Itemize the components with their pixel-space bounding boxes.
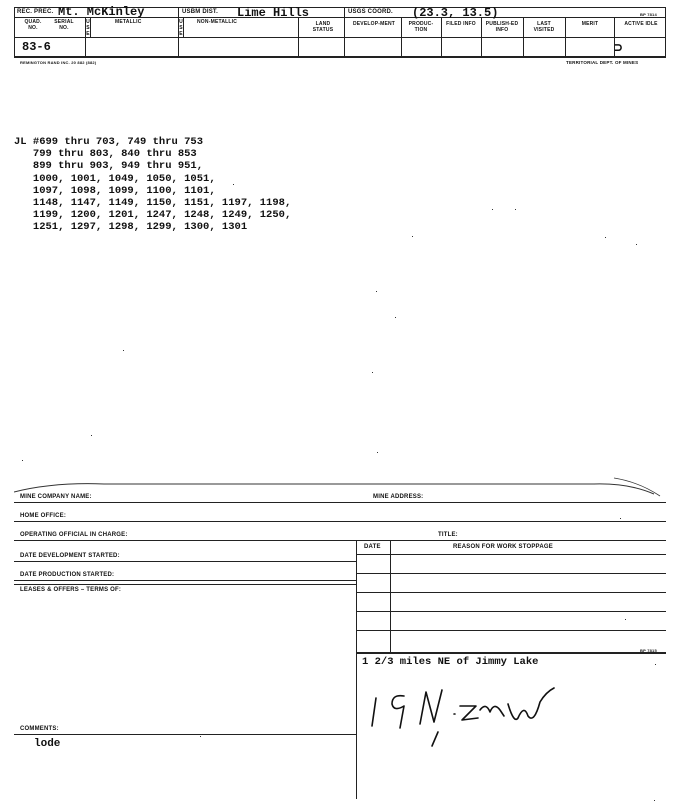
speck: [515, 209, 516, 210]
rule: [390, 541, 391, 653]
merit-label: MERIT: [581, 21, 599, 27]
rule: [356, 573, 666, 574]
rule: [401, 17, 402, 56]
form-number: BP 7815: [640, 648, 657, 653]
active-idle-label: ACTIVE IDLE: [624, 21, 658, 27]
speck: [412, 236, 413, 237]
comments-label: COMMENTS:: [20, 726, 59, 732]
filed-info-label: FILED INFO: [446, 21, 476, 27]
rule: [481, 17, 482, 56]
claims-line: 1199, 1200, 1201, 1247, 1248, 1249, 1250,: [14, 209, 292, 222]
rule: [14, 561, 356, 562]
metallic-label: METALLIC: [115, 19, 142, 25]
speck: [636, 244, 637, 245]
rule: [298, 17, 299, 56]
development-label: DEVELOP-MENT: [352, 21, 396, 27]
speck: [625, 619, 626, 620]
speck: [22, 460, 23, 461]
usgs-coord-value: (23.3, 13.5): [412, 6, 499, 20]
speck: [200, 736, 201, 737]
form-edge: [14, 476, 666, 500]
comments-value: lode: [34, 738, 61, 750]
rule: [14, 37, 666, 38]
claims-line: 1148, 1147, 1149, 1150, 1151, 1197, 1198,: [14, 197, 292, 210]
rule: [356, 630, 666, 631]
rule: [14, 7, 15, 56]
claims-list: [14, 136, 291, 234]
speck: [377, 452, 378, 453]
speck: [605, 237, 606, 238]
claims-line: 1000, 1001, 1049, 1050, 1051,: [14, 172, 216, 185]
quad-value: 83-6: [22, 40, 51, 54]
date-label: DATE: [364, 544, 381, 550]
rule: [14, 580, 356, 581]
speck: [91, 435, 92, 436]
date-development-label: DATE DEVELOPMENT STARTED:: [20, 553, 120, 559]
rule: [183, 17, 184, 37]
speck: [372, 372, 373, 373]
speck: [654, 800, 655, 801]
rule: [90, 17, 91, 37]
speck: [123, 350, 124, 351]
speck: [233, 184, 234, 185]
rule: [441, 17, 442, 56]
form-number: BP 7814: [640, 12, 657, 17]
rule: [14, 521, 666, 522]
active-mark: ⊃: [614, 41, 623, 57]
rec-prec-label: REC. PREC.: [17, 9, 54, 15]
title-label: TITLE:: [438, 532, 458, 538]
quad-label: QUAD. NO.: [24, 19, 42, 31]
mine-company-label: MINE COMPANY NAME:: [20, 494, 92, 500]
speck: [620, 518, 621, 519]
rule: [356, 592, 666, 593]
nonmetallic-label: NON-METALLIC: [197, 19, 238, 25]
claims-line: 1097, 1098, 1099, 1100, 1101,: [14, 184, 216, 197]
published-info-label: PUBLISH-ED INFO: [485, 21, 519, 33]
rule: [356, 611, 666, 612]
claims-line: 1251, 1297, 1298, 1299, 1300, 1301: [14, 221, 248, 234]
rule: [565, 17, 566, 56]
rule: [344, 7, 345, 56]
use-label: USE: [179, 19, 183, 37]
handwritten-note: [368, 680, 608, 760]
land-status-label: LAND STATUS: [312, 21, 334, 33]
rule: [523, 17, 524, 56]
rule: [356, 652, 666, 654]
serial-label: SERIAL NO.: [54, 19, 74, 31]
date-production-label: DATE PRODUCTION STARTED:: [20, 572, 115, 578]
printer-line: REMINGTON RAND INC. 20 882 (882): [20, 60, 97, 65]
usgs-coord-label: USGS COORD.: [348, 9, 393, 15]
reason-label: REASON FOR WORK STOPPAGE: [453, 544, 553, 550]
leases-label: LEASES & OFFERS – TERMS OF:: [20, 587, 122, 593]
claims-line: 799 thru 803, 840 thru 853: [14, 148, 197, 161]
rule: [665, 7, 666, 56]
last-visited-label: LAST VISITED: [533, 21, 555, 33]
rule: [14, 584, 356, 585]
speck: [376, 291, 377, 292]
speck: [492, 209, 493, 210]
speck: [395, 317, 396, 318]
rule: [14, 734, 356, 735]
operating-official-label: OPERATING OFFICIAL IN CHARGE:: [20, 532, 128, 538]
department-line: TERRITORIAL DEPT. OF MINES: [566, 60, 639, 65]
mine-address-label: MINE ADDRESS:: [373, 494, 424, 500]
rule: [356, 554, 666, 555]
use-label: USE: [86, 19, 90, 37]
claims-line: 899 thru 903, 949 thru 951,: [14, 160, 204, 173]
claims-line: JL #699 thru 703, 749 thru 753: [14, 136, 204, 148]
location-text: 1 2/3 miles NE of Jimmy Lake: [362, 656, 539, 668]
rule: [14, 540, 666, 541]
rule: [356, 541, 357, 799]
usbm-dist-value: Lime Hills: [237, 6, 310, 20]
home-office-label: HOME OFFICE:: [20, 513, 67, 519]
rule: [14, 56, 666, 58]
speck: [655, 664, 656, 665]
usbm-dist-label: USBM DIST.: [182, 9, 219, 15]
production-label: PRODUC-TION: [408, 21, 434, 33]
rule: [14, 502, 666, 503]
rec-prec-value: Mt. McKinley: [58, 5, 145, 19]
